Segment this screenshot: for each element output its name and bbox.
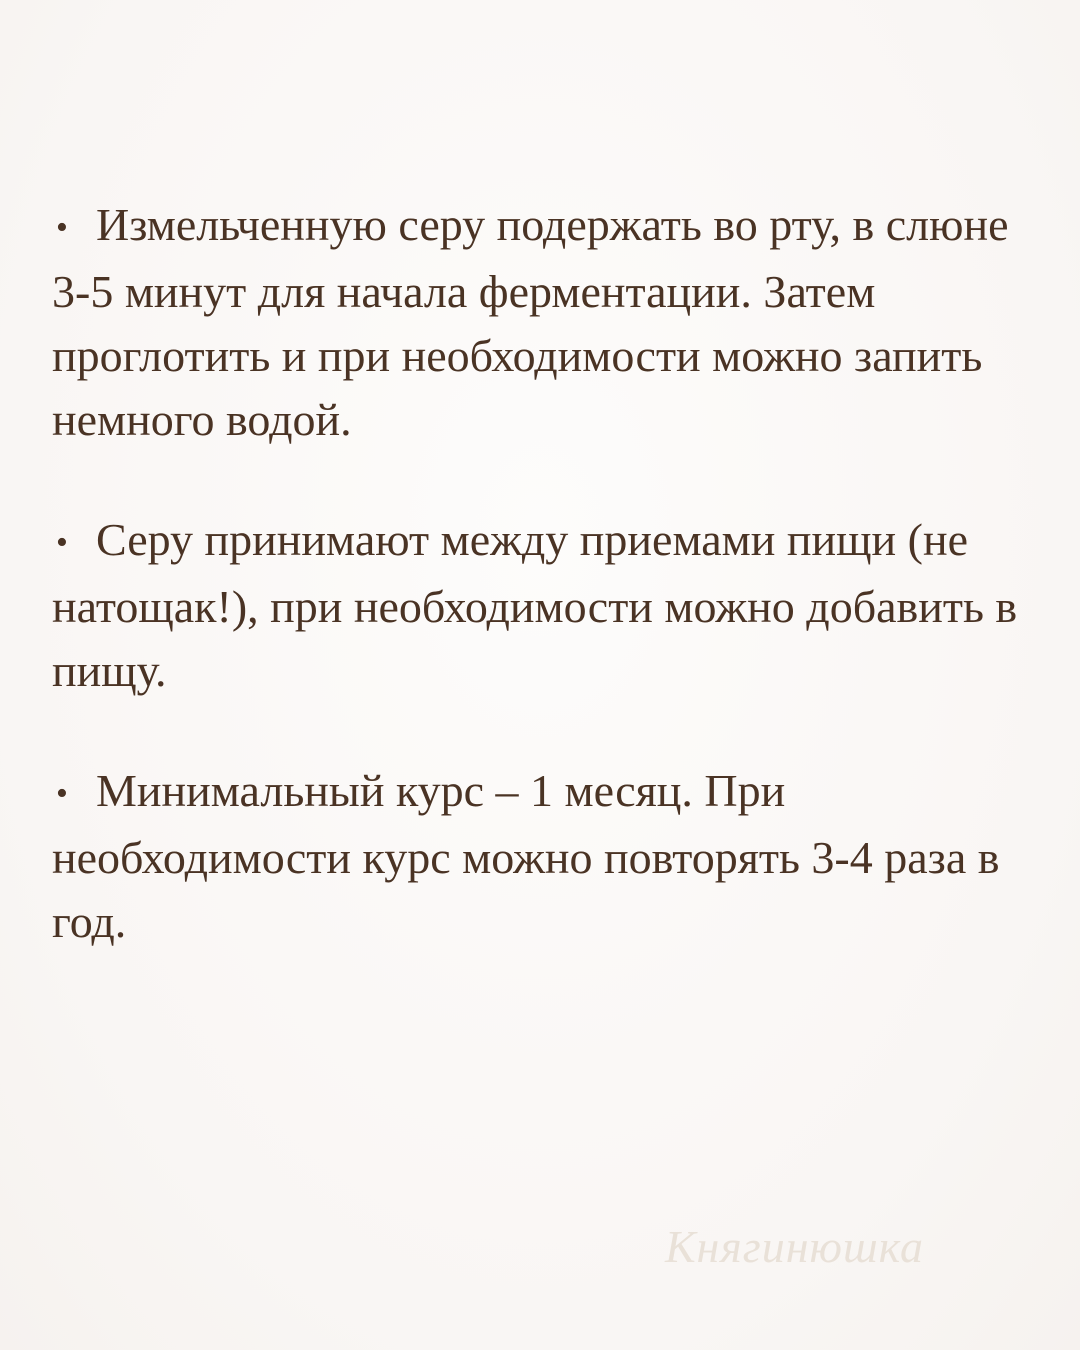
bullet-icon: • (56, 524, 68, 561)
list-item-text: Минимальный курс – 1 месяц. При необходимости курс можно повторять 3-4 раза в год. (52, 765, 1000, 947)
list-item (52, 759, 1052, 954)
list-item-text: Измельченную серу подержать во рту, в слюне 3-5 минут для начала ферментации. Затем проглотить и при необходимости можно запить немного водой. (52, 199, 1009, 445)
bullet-icon: • (56, 209, 68, 246)
bullet-icon: • (56, 775, 68, 812)
list-item (52, 193, 1052, 452)
list-item-text: Серу принимают между приемами пищи (не натощак!), при необходимости можно добавить в пищу. (52, 514, 1018, 696)
watermark-logo: Княгинюшка (665, 1221, 925, 1272)
list-item (52, 508, 1052, 703)
bullet-list (52, 193, 1052, 1010)
